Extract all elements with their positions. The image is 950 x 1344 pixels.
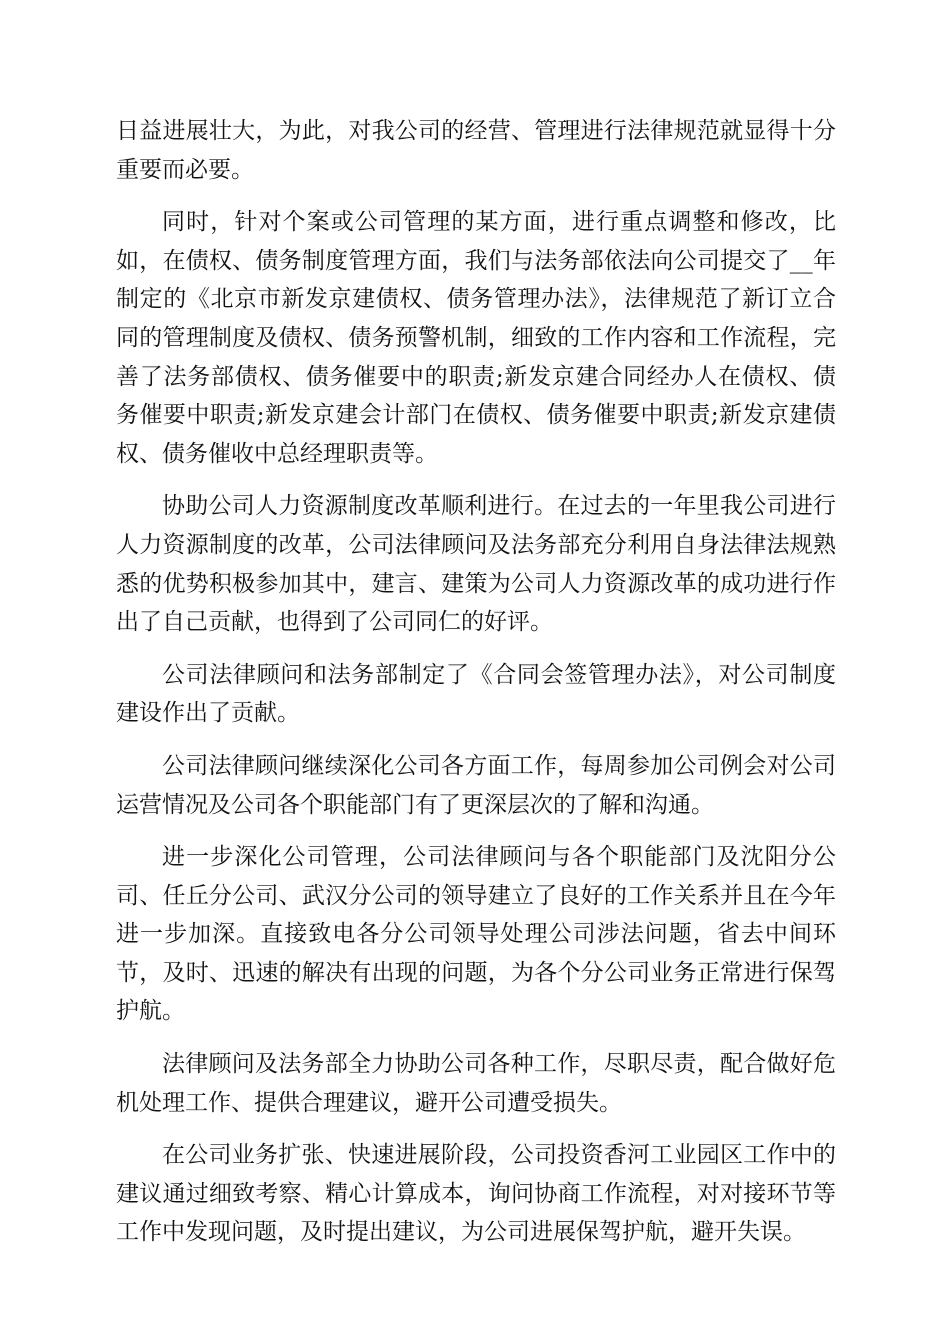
paragraph: 公司法律顾问继续深化公司各方面工作，每周参加公司例会对公司运营情况及公司各个职能部门有了更深层次的了解和沟通。 <box>116 752 836 818</box>
paragraph: 公司法律顾问和法务部制定了《合同会签管理办法》，对公司制度建设作出了贡献。 <box>116 661 836 727</box>
paragraph: 进一步深化公司管理，公司法律顾问与各个职能部门及沈阳分公司、任丘分公司、武汉分公司的领导建立了良好的工作关系并且在今年进一步加深。直接致电各分公司领导处理公司涉法问题，省去中间环节，及时、迅速的解决有出现的问题，为各个分公司业务正常进行保驾护航。 <box>116 844 836 1025</box>
paragraph: 在公司业务扩张、快速进展阶段，公司投资香河工业园区工作中的建议通过细致考察、精心计算成本，询问协商工作流程，对对接环节等工作中发现问题，及时提出建议，为公司进展保驾护航，避开失误。 <box>116 1142 836 1246</box>
paragraph: 协助公司人力资源制度改革顺利进行。在过去的一年里我公司进行人力资源制度的改革，公司法律顾问及法务部充分利用自身法律法规熟悉的优势积极参加其中，建言、建策为公司人力资源改革的成功进行作出了自己贡献，也得到了公司同仁的好评。 <box>116 493 836 636</box>
paragraph: 法律顾问及法务部全力协助公司各种工作，尽职尽责，配合做好危机处理工作、提供合理建议，避开公司遭受损失。 <box>116 1051 836 1116</box>
paragraph: 日益进展壮大，为此，对我公司的经营、管理进行法律规范就显得十分重要而必要。 <box>116 118 836 183</box>
paragraph: 同时，针对个案或公司管理的某方面，进行重点调整和修改，比如，在债权、债务制度管理方面，我们与法务部依法向公司提交了__年制定的《北京市新发京建债权、债务管理办法》，法律规范了新订立合同的管理制度及债权、债务预警机制，细致的工作内容和工作流程，完善了法务部债权、债务催要中的职责;新发京建合同经办人在债权、债务催要中职责;新发京建会计部门在债权、债务催要中职责;新发京建债权、债务催收中总经理职责等。 <box>116 209 836 467</box>
document-page <box>116 112 836 1266</box>
